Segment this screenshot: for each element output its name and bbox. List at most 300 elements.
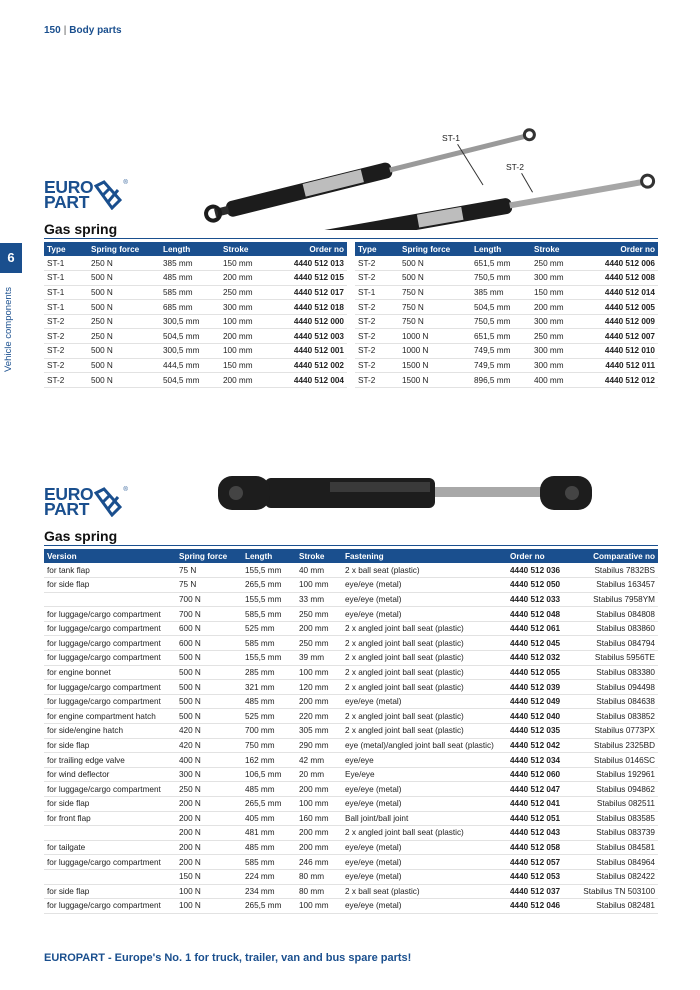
table-cell: 150 mm <box>220 256 275 271</box>
table-cell: eye/eye (metal) <box>342 899 507 914</box>
table-cell <box>44 592 176 607</box>
logo-line2: PART <box>44 192 90 212</box>
table-cell: 4440 512 012 <box>586 373 658 388</box>
table-row <box>44 607 658 622</box>
table-cell: 585 mm <box>160 285 220 300</box>
table-cell: 250 N <box>88 256 160 271</box>
table-cell: 500 N <box>88 344 160 359</box>
table-cell: ST-2 <box>355 300 399 315</box>
table-cell: 500 N <box>176 709 242 724</box>
table-cell: for side/engine hatch <box>44 724 176 739</box>
table-cell: 300 mm <box>531 344 586 359</box>
logo-line1: EURO <box>44 484 94 504</box>
table-cell: 600 N <box>176 636 242 651</box>
table-cell: 224 mm <box>242 869 296 884</box>
table-cell: 750 N <box>399 314 471 329</box>
logo-registered: ® <box>123 180 128 186</box>
table-cell: 162 mm <box>242 753 296 768</box>
table-cell: 4440 512 004 <box>275 373 347 388</box>
table-header <box>44 242 347 256</box>
table-cell: Stabilus TN 503100 <box>579 884 658 899</box>
table-cell: 150 mm <box>220 358 275 373</box>
table-cell: for side flap <box>44 797 176 812</box>
table-cell: 200 mm <box>296 826 342 841</box>
page-number: 150 <box>44 25 61 36</box>
table-cell: 4440 512 015 <box>275 271 347 286</box>
table-row <box>44 855 658 870</box>
table-cell: 651,5 mm <box>471 256 531 271</box>
europart-logo-2 <box>44 484 128 519</box>
table-cell: 155,5 mm <box>242 651 296 666</box>
table-cell: 585,5 mm <box>242 607 296 622</box>
section-name: Body parts <box>69 25 122 36</box>
table-cell: ST-1 <box>44 285 88 300</box>
table-cell: Stabilus 0773PX <box>579 724 658 739</box>
table-cell: 250 N <box>176 782 242 797</box>
table-row <box>355 271 658 286</box>
table-cell: 700 N <box>176 592 242 607</box>
table-cell: ST-2 <box>44 329 88 344</box>
table-row <box>44 694 658 709</box>
table-cell: 250 mm <box>296 607 342 622</box>
table-cell: 300,5 mm <box>160 344 220 359</box>
table-cell: ST-2 <box>355 373 399 388</box>
table-row <box>44 636 658 651</box>
table-row <box>355 358 658 373</box>
table-cell: 250 mm <box>296 636 342 651</box>
table-row <box>44 285 347 300</box>
table-cell: 285 mm <box>242 665 296 680</box>
table-cell: 4440 512 035 <box>507 724 579 739</box>
table-cell: 300 mm <box>531 358 586 373</box>
table-cell: Ball joint/ball joint <box>342 811 507 826</box>
table-cell: 4440 512 040 <box>507 709 579 724</box>
table-cell: eye/eye <box>342 753 507 768</box>
table-cell: for engine compartment hatch <box>44 709 176 724</box>
table-cell: 4440 512 011 <box>586 358 658 373</box>
table-cell: 265,5 mm <box>242 797 296 812</box>
table-cell: 485 mm <box>242 694 296 709</box>
col-stroke: Stroke <box>296 549 342 563</box>
col-stroke: Stroke <box>531 242 586 256</box>
table-row <box>44 767 658 782</box>
table-cell: 100 mm <box>296 578 342 593</box>
col-length: Length <box>471 242 531 256</box>
table-cell: 504,5 mm <box>160 373 220 388</box>
table-cell: 585 mm <box>242 636 296 651</box>
table-cell: 4440 512 036 <box>507 563 579 578</box>
gas-spring-photo-stabilus <box>210 470 600 520</box>
table-cell: 265,5 mm <box>242 899 296 914</box>
table-cell: 1000 N <box>399 344 471 359</box>
gas-spring-table-right <box>355 242 658 388</box>
table-cell: for luggage/cargo compartment <box>44 680 176 695</box>
table-cell: 896,5 mm <box>471 373 531 388</box>
table-row <box>44 680 658 695</box>
table-cell: 80 mm <box>296 884 342 899</box>
table-row <box>44 578 658 593</box>
table-cell: 749,5 mm <box>471 358 531 373</box>
table-cell: 4440 512 009 <box>586 314 658 329</box>
table-cell: Stabilus 0146SC <box>579 753 658 768</box>
table-cell: for luggage/cargo compartment <box>44 694 176 709</box>
europart-logo <box>44 177 128 212</box>
table-cell: eye (metal)/angled joint ball seat (plastic) <box>342 738 507 753</box>
table-cell: 4440 512 058 <box>507 840 579 855</box>
table-cell: 2 x angled joint ball seat (plastic) <box>342 724 507 739</box>
gas-spring-table-left <box>44 242 347 388</box>
section1-rule <box>44 238 658 239</box>
table-row <box>355 300 658 315</box>
table-cell: 2 x angled joint ball seat (plastic) <box>342 621 507 636</box>
table-cell: 500 N <box>399 271 471 286</box>
table-cell: for front flap <box>44 811 176 826</box>
table-cell: 1000 N <box>399 329 471 344</box>
table-cell: for side flap <box>44 884 176 899</box>
table-cell: 4440 512 010 <box>586 344 658 359</box>
table-cell: for luggage/cargo compartment <box>44 782 176 797</box>
table-cell: Stabilus 084581 <box>579 840 658 855</box>
table-cell: 75 N <box>176 578 242 593</box>
table-cell: 500 N <box>176 665 242 680</box>
table-header <box>44 549 658 563</box>
table-cell: 80 mm <box>296 869 342 884</box>
table-cell: 200 mm <box>296 782 342 797</box>
table-cell: Stabilus 2325BD <box>579 738 658 753</box>
callout-st2: ST-2 <box>506 162 524 172</box>
table-cell: 500 N <box>88 373 160 388</box>
table-cell: 220 mm <box>296 709 342 724</box>
table-cell: 385 mm <box>160 256 220 271</box>
table-cell: 290 mm <box>296 738 342 753</box>
table-cell: ST-2 <box>355 271 399 286</box>
table-row <box>44 797 658 812</box>
table-cell: 4440 512 018 <box>275 300 347 315</box>
table-row <box>44 592 658 607</box>
table-cell: 106,5 mm <box>242 767 296 782</box>
table-cell: eye/eye (metal) <box>342 592 507 607</box>
callout-st1: ST-1 <box>442 133 460 143</box>
table-cell: 100 N <box>176 884 242 899</box>
table-cell: 75 N <box>176 563 242 578</box>
table-cell: 2 x angled joint ball seat (plastic) <box>342 709 507 724</box>
table-cell: ST-1 <box>355 285 399 300</box>
table-cell: Stabilus 082511 <box>579 797 658 812</box>
table-row <box>44 724 658 739</box>
table-cell: 200 N <box>176 840 242 855</box>
table-cell: for luggage/cargo compartment <box>44 621 176 636</box>
table-cell: 200 N <box>176 855 242 870</box>
table-cell: 4440 512 013 <box>275 256 347 271</box>
table-cell: 40 mm <box>296 563 342 578</box>
table-cell: 4440 512 051 <box>507 811 579 826</box>
table-cell: for side flap <box>44 738 176 753</box>
table-cell: 500 N <box>88 300 160 315</box>
section2-rule <box>44 545 658 546</box>
footer-slogan: EUROPART - Europe's No. 1 for truck, trailer, van and bus spare parts! <box>44 952 412 964</box>
table-row <box>44 314 347 329</box>
table-cell: 39 mm <box>296 651 342 666</box>
table-cell: 300 mm <box>220 300 275 315</box>
table-cell: ST-2 <box>44 373 88 388</box>
table-cell: eye/eye (metal) <box>342 694 507 709</box>
col-type: Type <box>44 242 88 256</box>
section2-title: Gas spring <box>44 528 118 544</box>
table-cell: 4440 512 032 <box>507 651 579 666</box>
table-cell: eye/eye (metal) <box>342 797 507 812</box>
table-cell: 2 x ball seat (plastic) <box>342 563 507 578</box>
table-cell: 250 mm <box>220 285 275 300</box>
table-cell: ST-1 <box>44 300 88 315</box>
table-row <box>44 665 658 680</box>
table-cell: 500 N <box>399 256 471 271</box>
table-row <box>44 753 658 768</box>
table-cell: 4440 512 014 <box>586 285 658 300</box>
table-cell: for luggage/cargo compartment <box>44 636 176 651</box>
table-cell: for luggage/cargo compartment <box>44 607 176 622</box>
table-cell: Stabilus 083380 <box>579 665 658 680</box>
table-cell: 500 N <box>88 271 160 286</box>
logo-mark-icon <box>94 487 122 517</box>
col-length: Length <box>242 549 296 563</box>
table-cell: 250 N <box>88 314 160 329</box>
table-cell: 585 mm <box>242 855 296 870</box>
table-cell: 2 x angled joint ball seat (plastic) <box>342 665 507 680</box>
col-stroke: Stroke <box>220 242 275 256</box>
table-cell: ST-2 <box>44 314 88 329</box>
table-cell: 504,5 mm <box>471 300 531 315</box>
table-cell: 160 mm <box>296 811 342 826</box>
table-row <box>44 563 658 578</box>
table-cell: 155,5 mm <box>242 563 296 578</box>
table-cell: 651,5 mm <box>471 329 531 344</box>
col-fastening: Fastening <box>342 549 507 563</box>
table-cell: 600 N <box>176 621 242 636</box>
col-order-no: Order no <box>507 549 579 563</box>
logo-line1: EURO <box>44 177 94 197</box>
table-cell: Stabilus 7958YM <box>579 592 658 607</box>
table-cell: 750,5 mm <box>471 271 531 286</box>
col-order-no: Order no <box>586 242 658 256</box>
table-cell: eye/eye (metal) <box>342 855 507 870</box>
col-version: Version <box>44 549 176 563</box>
table-cell: 20 mm <box>296 767 342 782</box>
table-cell: 2 x angled joint ball seat (plastic) <box>342 651 507 666</box>
table-row <box>44 358 347 373</box>
table-cell: ST-2 <box>44 358 88 373</box>
table-cell: 400 N <box>176 753 242 768</box>
table-cell: 420 N <box>176 738 242 753</box>
table-row <box>355 285 658 300</box>
table-cell: 4440 512 049 <box>507 694 579 709</box>
table-cell: 250 N <box>88 329 160 344</box>
table-cell: 500 N <box>176 680 242 695</box>
table-cell: for luggage/cargo compartment <box>44 899 176 914</box>
table-row <box>44 811 658 826</box>
table-cell: 200 mm <box>296 694 342 709</box>
table-cell: Stabilus 192961 <box>579 767 658 782</box>
table-cell: 4440 512 002 <box>275 358 347 373</box>
table-cell: Stabilus 7832BS <box>579 563 658 578</box>
table-cell: Stabilus 094862 <box>579 782 658 797</box>
table-row <box>44 840 658 855</box>
table-cell: Stabilus 163457 <box>579 578 658 593</box>
table-cell: 4440 512 001 <box>275 344 347 359</box>
table-cell: for luggage/cargo compartment <box>44 651 176 666</box>
header-separator: | <box>63 25 67 36</box>
table-cell: 4440 512 037 <box>507 884 579 899</box>
table-cell: 525 mm <box>242 709 296 724</box>
table-cell: 4440 512 005 <box>586 300 658 315</box>
table-cell: 100 mm <box>220 314 275 329</box>
col-type: Type <box>355 242 399 256</box>
table-cell: Stabilus 083852 <box>579 709 658 724</box>
table-cell: ST-2 <box>44 344 88 359</box>
table-cell: 200 mm <box>296 840 342 855</box>
table-cell: 4440 512 053 <box>507 869 579 884</box>
table-cell <box>44 826 176 841</box>
table-cell: 300 mm <box>531 271 586 286</box>
table-cell: 234 mm <box>242 884 296 899</box>
table-cell: Stabilus 094498 <box>579 680 658 695</box>
section1-title: Gas spring <box>44 221 118 237</box>
logo-registered: ® <box>123 487 128 493</box>
table-cell: 100 N <box>176 899 242 914</box>
table-cell: 485 mm <box>160 271 220 286</box>
table-cell: Stabilus 084638 <box>579 694 658 709</box>
table-row <box>44 329 347 344</box>
table-cell: 200 N <box>176 797 242 812</box>
table-cell: 500 N <box>176 651 242 666</box>
table-cell: 4440 512 000 <box>275 314 347 329</box>
table-cell: 4440 512 061 <box>507 621 579 636</box>
col-length: Length <box>160 242 220 256</box>
table-cell: Eye/eye <box>342 767 507 782</box>
table-cell: Stabilus 082481 <box>579 899 658 914</box>
table-cell: 500 N <box>88 358 160 373</box>
table-cell: 2 x angled joint ball seat (plastic) <box>342 636 507 651</box>
table-cell: 4440 512 034 <box>507 753 579 768</box>
table-cell: 4440 512 045 <box>507 636 579 651</box>
table-cell: 200 mm <box>296 621 342 636</box>
table-cell: Stabilus 084794 <box>579 636 658 651</box>
chapter-tab[interactable]: 6 <box>0 243 22 273</box>
table-cell: 750,5 mm <box>471 314 531 329</box>
table-cell: 200 mm <box>531 300 586 315</box>
table-row <box>44 373 347 388</box>
table-cell: 750 mm <box>242 738 296 753</box>
table-cell: for side flap <box>44 578 176 593</box>
table-cell: 405 mm <box>242 811 296 826</box>
col-order-no: Order no <box>275 242 347 256</box>
table-cell: 4440 512 039 <box>507 680 579 695</box>
col-comparative-no: Comparative no <box>579 549 658 563</box>
table-cell: 420 N <box>176 724 242 739</box>
table-cell: 1500 N <box>399 358 471 373</box>
table-row <box>355 256 658 271</box>
page-header <box>44 25 122 36</box>
table-cell: 500 N <box>88 285 160 300</box>
table-cell: eye/eye (metal) <box>342 578 507 593</box>
table-cell: 300 N <box>176 767 242 782</box>
table-cell: eye/eye (metal) <box>342 840 507 855</box>
table-cell: 300,5 mm <box>160 314 220 329</box>
table-cell: 700 mm <box>242 724 296 739</box>
col-spring-force: Spring force <box>399 242 471 256</box>
table-cell: 4440 512 008 <box>586 271 658 286</box>
table-cell: 246 mm <box>296 855 342 870</box>
table-row <box>44 709 658 724</box>
table-cell: 2 x angled joint ball seat (plastic) <box>342 680 507 695</box>
table-cell: ST-2 <box>355 256 399 271</box>
table-cell: 444,5 mm <box>160 358 220 373</box>
table-row <box>44 651 658 666</box>
table-row <box>355 329 658 344</box>
table-cell: 250 mm <box>531 329 586 344</box>
table-cell: 200 N <box>176 811 242 826</box>
table-cell: 749,5 mm <box>471 344 531 359</box>
table-cell: 100 mm <box>296 797 342 812</box>
table-cell: for trailing edge valve <box>44 753 176 768</box>
table-row <box>44 782 658 797</box>
table-cell: 200 mm <box>220 329 275 344</box>
table-cell: 321 mm <box>242 680 296 695</box>
logo-line2: PART <box>44 499 90 519</box>
table-cell: 1500 N <box>399 373 471 388</box>
table-cell: 4440 512 007 <box>586 329 658 344</box>
table-cell: 504,5 mm <box>160 329 220 344</box>
table-cell: Stabilus 084808 <box>579 607 658 622</box>
table-cell: ST-2 <box>355 314 399 329</box>
table-cell: ST-2 <box>355 329 399 344</box>
table-cell: 481 mm <box>242 826 296 841</box>
table-cell: 385 mm <box>471 285 531 300</box>
table-cell: 400 mm <box>531 373 586 388</box>
table-cell: 4440 512 046 <box>507 899 579 914</box>
table-header <box>355 242 658 256</box>
table-cell: eye/eye (metal) <box>342 782 507 797</box>
table-row <box>355 344 658 359</box>
table-cell: 4440 512 055 <box>507 665 579 680</box>
table-row <box>355 373 658 388</box>
table-cell: 4440 512 047 <box>507 782 579 797</box>
table-row <box>44 884 658 899</box>
table-cell: 4440 512 041 <box>507 797 579 812</box>
table-cell: 4440 512 043 <box>507 826 579 841</box>
table-cell: 4440 512 048 <box>507 607 579 622</box>
logo-mark-icon <box>94 180 122 210</box>
table-cell: 485 mm <box>242 782 296 797</box>
table-cell: 265,5 mm <box>242 578 296 593</box>
table-cell: 300 mm <box>531 314 586 329</box>
table-cell: 100 mm <box>296 899 342 914</box>
table-cell: ST-2 <box>355 344 399 359</box>
table-cell: 700 N <box>176 607 242 622</box>
table-cell: 4440 512 003 <box>275 329 347 344</box>
table-cell: 155,5 mm <box>242 592 296 607</box>
gas-spring-table-comparative <box>44 549 658 914</box>
chapter-label: Vehicle components <box>3 286 14 372</box>
table-cell: 685 mm <box>160 300 220 315</box>
table-cell: 4440 512 057 <box>507 855 579 870</box>
table-cell: 4440 512 033 <box>507 592 579 607</box>
table-cell: 305 mm <box>296 724 342 739</box>
table-cell: 150 N <box>176 869 242 884</box>
table-cell: Stabilus 083739 <box>579 826 658 841</box>
table-row <box>44 271 347 286</box>
table-cell: 750 N <box>399 300 471 315</box>
table-cell: 100 mm <box>220 344 275 359</box>
